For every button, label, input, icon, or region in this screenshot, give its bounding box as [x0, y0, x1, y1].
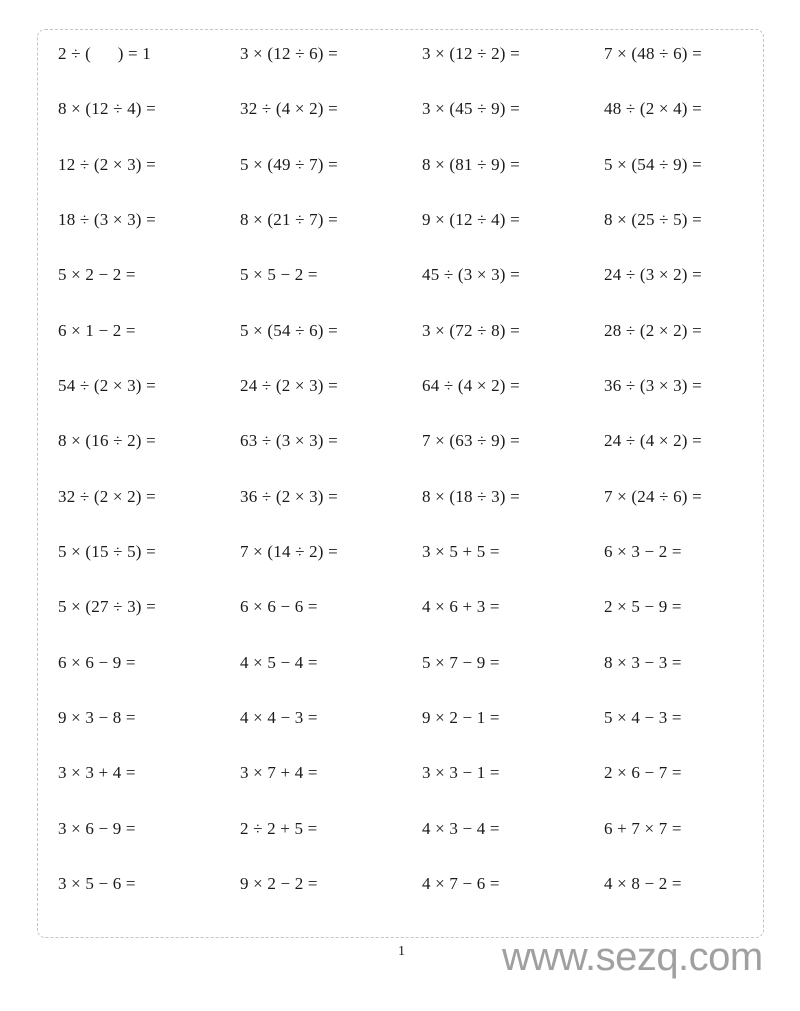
math-problem: 24 ÷ (4 × 2) =: [604, 431, 702, 451]
page-number: 1: [398, 944, 405, 959]
math-problem: 8 × 3 − 3 =: [604, 652, 682, 672]
math-problem: 2 × 6 − 7 =: [604, 763, 682, 783]
math-problem: 3 × (45 ÷ 9) =: [422, 99, 520, 119]
math-problem: 6 × 1 − 2 =: [58, 320, 136, 340]
math-problem: 36 ÷ (2 × 3) =: [240, 486, 338, 506]
math-problem: 24 ÷ (2 × 3) =: [240, 376, 338, 396]
math-problem: 4 × 6 + 3 =: [422, 597, 500, 617]
math-problem: 4 × 3 − 4 =: [422, 818, 500, 838]
watermark: www.sezq.com: [502, 935, 763, 979]
math-problem: 63 ÷ (3 × 3) =: [240, 431, 338, 451]
math-problem: 7 × (14 ÷ 2) =: [240, 542, 338, 562]
math-problem: 5 × (54 ÷ 9) =: [604, 154, 702, 174]
math-problem: 4 × 8 − 2 =: [604, 874, 682, 894]
math-problem: 48 ÷ (2 × 4) =: [604, 99, 702, 119]
math-problem: 3 × 3 − 1 =: [422, 763, 500, 783]
math-problem: 2 × 5 − 9 =: [604, 597, 682, 617]
math-problem: 3 × 5 + 5 =: [422, 542, 500, 562]
math-problem: 7 × (63 ÷ 9) =: [422, 431, 520, 451]
math-problem: 54 ÷ (2 × 3) =: [58, 376, 156, 396]
math-problem: 18 ÷ (3 × 3) =: [58, 210, 156, 230]
math-problem: 9 × 2 − 1 =: [422, 708, 500, 728]
math-problem: 8 × (25 ÷ 5) =: [604, 210, 702, 230]
math-problem: 6 × 6 − 6 =: [240, 597, 318, 617]
math-problem: 3 × 7 + 4 =: [240, 763, 318, 783]
math-problem: 8 × (18 ÷ 3) =: [422, 486, 520, 506]
math-problem: 7 × (48 ÷ 6) =: [604, 44, 702, 63]
math-problem: 3 × (72 ÷ 8) =: [422, 320, 520, 340]
math-problem: 6 × 3 − 2 =: [604, 542, 682, 562]
math-problem: 7 × (24 ÷ 6) =: [604, 486, 702, 506]
math-problem: 45 ÷ (3 × 3) =: [422, 265, 520, 285]
math-problem: 5 × (49 ÷ 7) =: [240, 154, 338, 174]
math-problem: 5 × (15 ÷ 5) =: [58, 542, 156, 562]
math-problem: 5 × 5 − 2 =: [240, 265, 318, 285]
math-problem: 3 × 3 + 4 =: [58, 763, 136, 783]
math-problem: 3 × (12 ÷ 2) =: [422, 44, 520, 63]
math-problem: 32 ÷ (2 × 2) =: [58, 486, 156, 506]
math-problem: 2 ÷ 2 + 5 =: [240, 818, 318, 838]
math-problem: 3 × (12 ÷ 6) =: [240, 44, 338, 63]
problem-grid: [58, 40, 786, 926]
math-problem: 5 × (54 ÷ 6) =: [240, 320, 338, 340]
math-problem: 4 × 5 − 4 =: [240, 652, 318, 672]
math-problem: 12 ÷ (2 × 3) =: [58, 154, 156, 174]
math-problem: 8 × (21 ÷ 7) =: [240, 210, 338, 230]
math-problem: 64 ÷ (4 × 2) =: [422, 376, 520, 396]
math-problem: 5 × 2 − 2 =: [58, 265, 136, 285]
math-problem: 8 × (12 ÷ 4) =: [58, 99, 156, 119]
math-problem: 5 × (27 ÷ 3) =: [58, 597, 156, 617]
math-problem: 4 × 4 − 3 =: [240, 708, 318, 728]
math-problem: 9 × 2 − 2 =: [240, 874, 318, 894]
math-problem: 4 × 7 − 6 =: [422, 874, 500, 894]
math-problem: 8 × (16 ÷ 2) =: [58, 431, 156, 451]
math-problem: 8 × (81 ÷ 9) =: [422, 154, 520, 174]
math-problem: 9 × (12 ÷ 4) =: [422, 210, 520, 230]
math-problem: 5 × 7 − 9 =: [422, 652, 500, 672]
math-problem: 3 × 6 − 9 =: [58, 818, 136, 838]
math-problem: 6 + 7 × 7 =: [604, 818, 682, 838]
math-problem: 32 ÷ (4 × 2) =: [240, 99, 338, 119]
math-problem: 2 ÷ ( ) = 1: [58, 44, 151, 63]
math-problem: 9 × 3 − 8 =: [58, 708, 136, 728]
math-problem: 24 ÷ (3 × 2) =: [604, 265, 702, 285]
math-problem: 28 ÷ (2 × 2) =: [604, 320, 702, 340]
math-problem: 6 × 6 − 9 =: [58, 652, 136, 672]
math-problem: 5 × 4 − 3 =: [604, 708, 682, 728]
math-problem: 36 ÷ (3 × 3) =: [604, 376, 702, 396]
math-problem: 3 × 5 − 6 =: [58, 874, 136, 894]
